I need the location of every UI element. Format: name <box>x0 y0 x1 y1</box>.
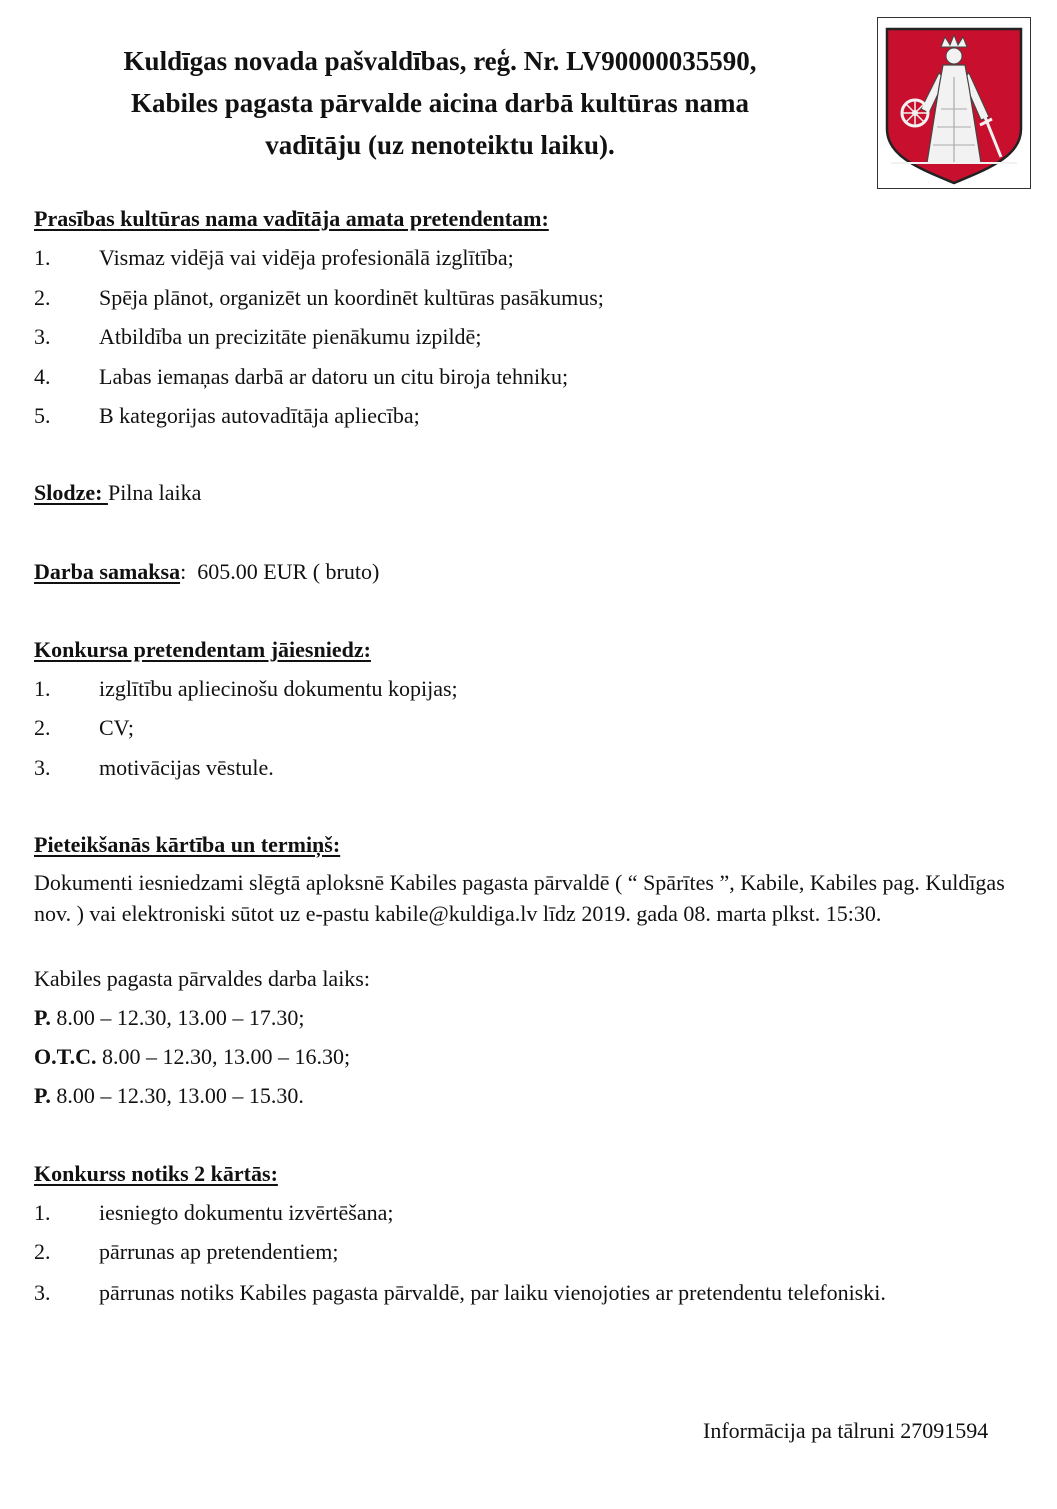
office-hours-label: Kabiles pagasta pārvaldes darba laiks: <box>34 966 370 991</box>
list-number: 5. <box>34 403 51 428</box>
requirements-heading: Prasības kultūras nama vadītāja amata pretendentam: <box>34 206 549 231</box>
list-item <box>34 324 481 350</box>
office-hours-row <box>34 1083 304 1109</box>
office-hours-row <box>34 1044 350 1070</box>
title-line: Kabiles pagasta pārvalde aicina darbā kultūras nama <box>130 88 750 118</box>
list-number: 3. <box>34 324 51 349</box>
list-text: Atbildība un precizitāte pienākumu izpildē; <box>99 324 482 349</box>
contact-phone: Informācija pa tālruni 27091594 <box>703 1418 989 1443</box>
title-line: vadītāju (uz nenoteiktu laiku). <box>265 130 615 160</box>
list-number: 1. <box>34 1200 51 1225</box>
application-heading: Pieteikšanās kārtība un termiņš: <box>34 832 341 857</box>
workload-line <box>34 480 201 506</box>
day-label: O.T.C. <box>34 1044 97 1069</box>
list-item <box>34 364 568 390</box>
application-text: Dokumenti iesniedzami slēgtā aploksnē Kabiles pagasta pārvaldē ( “ Spārītes ”, Kabile, Kabiles pag. Kuldīgas nov. ) vai elektroniski sūtot uz e-pastu kabile@kuldiga.lv līdz 2019. gada 08. marta plkst. 15:30. <box>34 870 1005 926</box>
list-item <box>34 755 274 781</box>
list-number: 1. <box>34 676 51 701</box>
salary-separator: : <box>180 559 198 584</box>
day-label: P. <box>34 1083 51 1108</box>
day-label: P. <box>34 1005 51 1030</box>
list-number: 1. <box>34 245 51 270</box>
list-text: pārrunas notiks Kabiles pagasta pārvaldē, par laiku vienojoties ar pretendentu telefoniski. <box>99 1280 886 1305</box>
list-item <box>34 245 514 271</box>
salary-label: Darba samaksa <box>34 559 181 584</box>
salary-line <box>34 559 379 585</box>
list-item <box>34 1279 1024 1307</box>
list-number: 3. <box>34 755 51 780</box>
list-text: Spēja plānot, organizēt un koordinēt kultūras pasākumus; <box>99 285 604 310</box>
kabile-coat-of-arms-icon <box>877 17 1031 189</box>
list-item <box>34 676 458 702</box>
list-text: CV; <box>99 715 135 740</box>
title-line: Kuldīgas novada pašvaldības, reģ. Nr. LV90000035590, <box>123 46 757 76</box>
time-range: 8.00 – 12.30, 13.00 – 17.30; <box>50 1005 305 1030</box>
list-text: Labas iemaņas darbā ar datoru un citu biroja tehniku; <box>99 364 569 389</box>
documents-heading: Konkursa pretendentam jāiesniedz: <box>34 637 371 662</box>
workload-value: Pilna laika <box>107 480 202 505</box>
list-number: 4. <box>34 364 51 389</box>
time-range: 8.00 – 12.30, 13.00 – 16.30; <box>96 1044 351 1069</box>
list-number: 2. <box>34 1239 51 1264</box>
application-paragraph <box>34 867 1034 929</box>
workload-label: Slodze: <box>34 480 108 505</box>
list-text: iesniegto dokumentu izvērtēšana; <box>99 1200 394 1225</box>
list-text: motivācijas vēstule. <box>99 755 274 780</box>
office-hours-row <box>34 1005 305 1031</box>
time-range: 8.00 – 12.30, 13.00 – 15.30. <box>50 1083 304 1108</box>
list-number: 2. <box>34 715 51 740</box>
list-number: 2. <box>34 285 51 310</box>
list-item <box>34 285 604 311</box>
list-text: Vismaz vidējā vai vidēja profesionālā izglītība; <box>99 245 514 270</box>
rounds-heading: Konkurss notiks 2 kārtās: <box>34 1161 278 1186</box>
list-item <box>34 403 420 429</box>
salary-value: 605.00 EUR ( bruto) <box>197 559 380 584</box>
list-item <box>34 715 134 741</box>
document-title <box>30 40 850 166</box>
list-text: B kategorijas autovadītāja apliecība; <box>99 403 420 428</box>
list-number: 3. <box>34 1280 51 1305</box>
list-item <box>34 1200 393 1226</box>
list-text: izglītību apliecinošu dokumentu kopijas; <box>99 676 458 701</box>
list-text: pārrunas ap pretendentiem; <box>99 1239 339 1264</box>
list-item <box>34 1239 338 1265</box>
